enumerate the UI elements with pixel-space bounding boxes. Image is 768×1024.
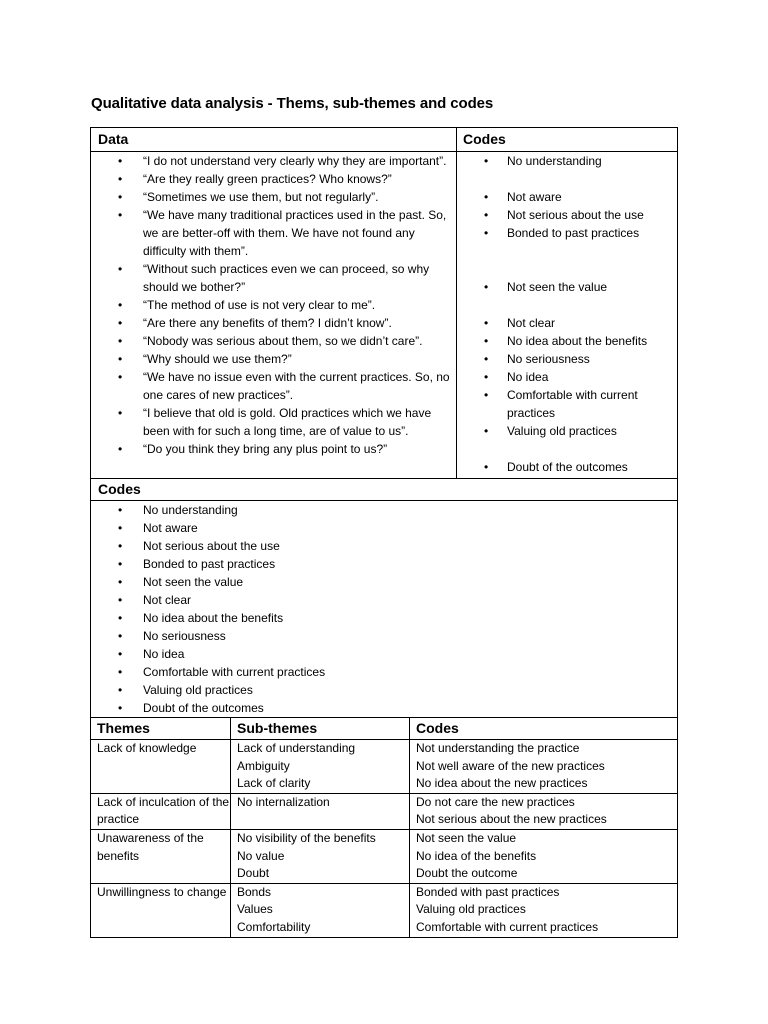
code-summary-item: • Not aware: [91, 519, 677, 537]
codes-cell: [410, 883, 678, 936]
data-quote: • “Without such practices even we can proceed, so why should we bother?”: [91, 260, 456, 296]
code-line: Comfortable with current practices: [416, 919, 599, 934]
data-quote: • “Are they really green practices? Who knows?”: [91, 170, 456, 188]
theme-codes-column-header: Codes: [410, 718, 678, 740]
data-codes-body-row: [91, 152, 677, 479]
data-quote: • “We have no issue even with the current practices. So, no one cares of new practices”.: [91, 368, 456, 404]
subtheme-line: No value: [237, 848, 285, 863]
table-row: [91, 793, 677, 829]
codes-summary-body: [91, 501, 677, 718]
code-item: • Not serious about the use: [457, 206, 677, 224]
code-item: • No seriousness: [457, 350, 677, 368]
codes-column: [457, 152, 677, 478]
code-line: Do not care the new practices: [416, 794, 575, 809]
data-quote: • “We have many traditional practices used in the past. So, we are better-off with them. We have not found any difficulty with them”.: [91, 206, 456, 260]
data-quote-list: [91, 152, 456, 458]
data-quote: • “I believe that old is gold. Old practices which we have been with for such a long time, are of value to us”.: [91, 404, 456, 440]
subtheme-cell: [231, 740, 410, 794]
data-quote: • “Sometimes we use them, but not regularly”.: [91, 188, 456, 206]
subtheme-cell: [231, 829, 410, 883]
code-summary-item: • Bonded to past practices: [91, 555, 677, 573]
theme-cell: Lack of inculcation of the practice: [91, 793, 231, 829]
code-item: • No idea: [457, 368, 677, 386]
codes-summary-header: Codes: [91, 479, 677, 501]
subtheme-line: No visibility of the benefits: [237, 830, 376, 845]
theme-cell: Unwillingness to change: [91, 883, 231, 936]
codes-cell: [410, 829, 678, 883]
data-codes-header-row: [91, 128, 677, 152]
codes-summary-list: [91, 501, 677, 717]
codes-column-header: Codes: [463, 131, 506, 147]
code-item: • No idea about the benefits: [457, 332, 677, 350]
code-line: Doubt the outcome: [416, 866, 518, 881]
codes-cell: [410, 793, 678, 829]
subthemes-column-header: Sub-themes: [231, 718, 410, 740]
themes-column-header: Themes: [91, 718, 231, 740]
subtheme-line: Comfortability: [237, 919, 311, 934]
code-line: Not serious about the new practices: [416, 812, 607, 827]
code-line: No idea of the benefits: [416, 848, 537, 863]
data-quote: • “Nobody was serious about them, so we didn’t care”.: [91, 332, 456, 350]
code-line: Valuing old practices: [416, 902, 526, 917]
themes-header-row: [91, 718, 677, 740]
subtheme-line: Bonds: [237, 884, 272, 899]
code-list: [457, 152, 677, 476]
code-summary-item: • No idea: [91, 645, 677, 663]
code-item: • Doubt of the outcomes: [457, 458, 677, 476]
table-row: [91, 883, 677, 936]
code-item: • Not clear: [457, 314, 677, 332]
code-summary-item: • Not clear: [91, 591, 677, 609]
subtheme-cell: [231, 883, 410, 936]
code-line: Not seen the value: [416, 830, 517, 845]
code-item: • Not aware: [457, 188, 677, 206]
code-summary-item: • Not serious about the use: [91, 537, 677, 555]
themes-table: [91, 718, 677, 937]
code-summary-item: • Valuing old practices: [91, 681, 677, 699]
subtheme-cell: [231, 793, 410, 829]
code-summary-item: • No seriousness: [91, 627, 677, 645]
code-summary-item: • No understanding: [91, 501, 677, 519]
code-summary-item: • Doubt of the outcomes: [91, 699, 677, 717]
code-item: • Bonded to past practices: [457, 224, 677, 242]
data-column-header: Data: [91, 128, 457, 151]
code-line: Not understanding the practice: [416, 741, 580, 755]
analysis-table: [90, 127, 678, 938]
code-item: • Valuing old practices: [457, 422, 677, 440]
subtheme-line: Lack of understanding: [237, 741, 356, 755]
subtheme-line: Doubt: [237, 866, 270, 881]
data-quote: • “Why should we use them?”: [91, 350, 456, 368]
subtheme-line: Lack of clarity: [237, 776, 311, 791]
code-item: • No understanding: [457, 152, 677, 170]
data-quote: • “The method of use is not very clear to me”.: [91, 296, 456, 314]
theme-cell: Unawareness of the benefits: [91, 829, 231, 883]
data-quote: • “Do you think they bring any plus point to us?”: [91, 440, 456, 458]
data-quote: • “I do not understand very clearly why they are important”.: [91, 152, 456, 170]
table-row: [91, 829, 677, 883]
code-line: Not well aware of the new practices: [416, 758, 605, 773]
code-summary-item: • No idea about the benefits: [91, 609, 677, 627]
codes-cell: [410, 740, 678, 794]
code-item: • Not seen the value: [457, 278, 677, 296]
subtheme-line: No internalization: [237, 794, 330, 809]
code-line: No idea about the new practices: [416, 776, 588, 791]
theme-cell: Lack of knowledge: [91, 740, 231, 794]
data-column: [91, 152, 457, 478]
code-summary-item: • Not seen the value: [91, 573, 677, 591]
code-item: • Comfortable with current practices: [457, 386, 677, 422]
code-line: Bonded with past practices: [416, 884, 560, 899]
document-title: Qualitative data analysis - Thems, sub-themes and codes: [91, 95, 494, 112]
data-quote: • “Are there any benefits of them? I didn’t know”.: [91, 314, 456, 332]
subtheme-line: Ambiguity: [237, 758, 290, 773]
subtheme-line: Values: [237, 902, 273, 917]
code-summary-item: • Comfortable with current practices: [91, 663, 677, 681]
table-row: [91, 740, 677, 794]
